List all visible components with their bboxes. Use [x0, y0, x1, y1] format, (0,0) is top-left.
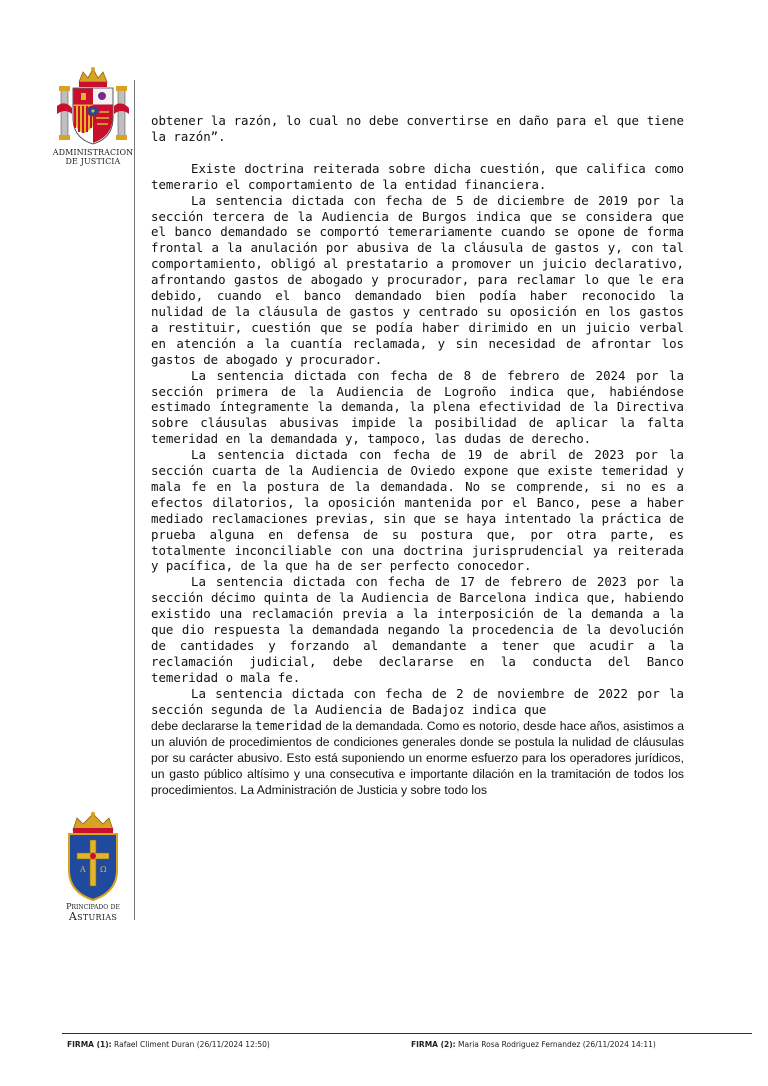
paragraph-2: Existe doctrina reiterada sobre dicha cuestión, que califica como temerario el comportamiento de la entidad financiera.	[151, 160, 684, 192]
principado-asturias-logo	[54, 810, 132, 936]
justicia-caption-line1: ADMINISTRACION	[52, 148, 134, 157]
asturias-caption-line1: Principado de	[66, 902, 120, 911]
svg-text:A: A	[80, 865, 86, 874]
continuation-mono-word: temeridad	[254, 717, 323, 733]
svg-text:Ω: Ω	[100, 865, 107, 874]
asturias-coat-of-arms-icon	[63, 810, 123, 902]
signature-1	[67, 1040, 270, 1049]
spain-coat-of-arms-icon	[55, 66, 131, 148]
signature-2	[411, 1040, 656, 1049]
paragraph-4: La sentencia dictada con fecha de 8 de febrero de 2024 por la sección primera de la Audiencia de Logroño indica que, habiéndose estimado íntegramente la demanda, la plena efectividad de la Directiva sobre cláusulas abusivas impide la posibilidad de aplicar la falta temeridad en la demandada y, tampoco, las dudas de derecho.	[151, 367, 684, 447]
paragraph-3: La sentencia dictada con fecha de 5 de diciembre de 2019 por la sección tercera de la Audiencia de Burgos indica que se considera que el banco demandado se comportó temerariamente cuando se opone de forma frontal a la anulación por abusiva de la cláusula de gastos y, con tal comportamiento, obligó al prestatario a promover un juicio declarativo, afrontando gastos de abogado y procurador, para reclamar lo que le era debido, cuando el banco demandado bien podía haber reconocido la nulidad de la cláusula de gastos y centrado su oposición en los gastos a restituir, cuestión que se podía haber dirimido en un juicio verbal en atención a la cuantía reclamada, y sin necesidad de afrontar los gastos de abogado y procurador.	[151, 192, 684, 367]
continuation-text-a: debe declararse la	[151, 718, 252, 733]
paragraph-5: La sentencia dictada con fecha de 19 de abril de 2023 por la sección cuarta de la Audiencia de Oviedo expone que existe temeridad y mala fe en la postura de la demandada. No se comprende, si no es a efectos dilatorios, la oposición mantenida por el Banco, pese a haber mediado reclamaciones previas, sin que se haya intentado la práctica de prueba alguna en defensa de su postura que, por otra parte, es totalmente inconciliable con una doctrina jurisprudencial ya reiterada y pacífica, de la que ha de ser perfecto conocedor.	[151, 447, 684, 574]
margin-rule	[134, 80, 135, 920]
asturias-caption-line2: Asturias	[68, 910, 118, 923]
signature-1-label: FIRMA (1):	[67, 1040, 112, 1049]
administracion-justicia-logo	[50, 66, 136, 174]
signature-2-value: Maria Rosa Rodriguez Fernandez (26/11/2024 14:11)	[458, 1040, 656, 1049]
document-body	[151, 113, 684, 798]
signature-2-label: FIRMA (2):	[411, 1040, 456, 1049]
paragraph-gap	[151, 145, 684, 161]
paragraph-7-continuation	[151, 718, 684, 798]
paragraph-7: La sentencia dictada con fecha de 2 de noviembre de 2022 por la sección segunda de la Audiencia de Badajoz indica que	[151, 685, 684, 717]
continuation-text-b: de la demandada. Como es notorio, desde hace años, asistimos a un aluvión de procedimientos de condiciones generales donde se postula la nulidad de cláusulas por su carácter abusivo. Esto está suponiendo un enorme esfuerzo para los operadores jurídicos, un gasto público altísimo y una consecutiva e importante dilación en la tramitación de todos los procedimientos. La Administración de Justicia y sobre todo los	[151, 718, 685, 797]
paragraph-1: obtener la razón, lo cual no debe convertirse en daño para el que tiene la razón”.	[151, 113, 684, 144]
footer-rule	[62, 1033, 752, 1034]
justicia-caption-line2: DE JUSTICIA	[65, 157, 121, 166]
signature-1-value: Rafael Climent Duran (26/11/2024 12:50)	[114, 1040, 270, 1049]
paragraph-6: La sentencia dictada con fecha de 17 de febrero de 2023 por la sección décimo quinta de la Audiencia de Barcelona indica que, habiendo existido una reclamación previa a la interposición de la demanda a la que dio respuesta la demandada negando la procedencia de la devolución de cantidades y forzando al demandante a tener que acudir a la reclamación judicial, debe declararse en la conducta del Banco temeridad o mala fe.	[151, 574, 684, 685]
